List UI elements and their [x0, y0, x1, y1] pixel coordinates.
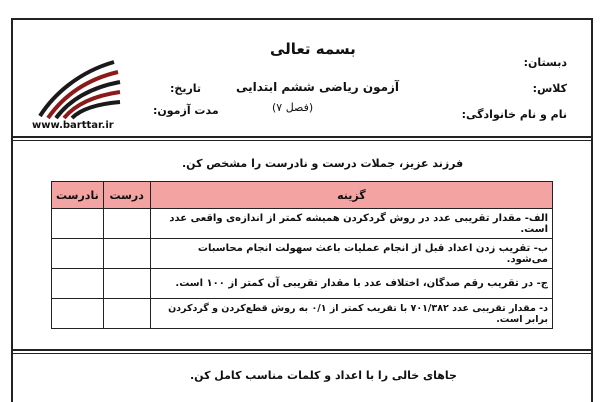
- date-label: تاریخ:: [170, 82, 202, 95]
- section1-instruction: فرزند عزیز، جملات درست و نادرست را مشخص کن.: [182, 157, 464, 170]
- school-label: دبستان:: [523, 56, 567, 69]
- true-false-table: [51, 181, 553, 329]
- barttar-logo: [34, 54, 124, 122]
- section-divider-thin: [11, 353, 593, 354]
- true-answer-cell[interactable]: [103, 299, 150, 329]
- class-label: کلاس:: [532, 82, 567, 95]
- header-divider: [11, 136, 593, 138]
- column-header-true: درست: [103, 182, 150, 209]
- bismillah-heading: بسمه تعالی: [270, 40, 356, 58]
- true-answer-cell[interactable]: [103, 239, 150, 269]
- student-name-label: نام و نام خانوادگی:: [461, 108, 567, 121]
- statement-text: د- مقدار تقریبی عدد ۷۰۱/۳۸۲ با تقریب کمتر از ۰/۱ به روش قطع‌کردن و گردکردن برابر است.: [150, 299, 552, 329]
- column-header-option: گزینه: [150, 182, 552, 209]
- exam-title: آزمون ریاضی ششم ابتدایی: [236, 80, 400, 94]
- section2-instruction: جاهای خالی را با اعداد و کلمات مناسب کامل کن.: [190, 369, 457, 382]
- duration-label: مدت آزمون:: [153, 104, 219, 117]
- statement-text: ب- تقریب زدن اعداد قبل از انجام عملیات باعث سهولت انجام محاسبات می‌شود.: [150, 239, 552, 269]
- column-header-false: نادرست: [52, 182, 104, 209]
- table-row: [52, 269, 553, 299]
- false-answer-cell[interactable]: [52, 209, 104, 239]
- true-answer-cell[interactable]: [103, 269, 150, 299]
- table-row: [52, 239, 553, 269]
- table-header-row: [52, 182, 553, 209]
- table-row: [52, 209, 553, 239]
- section-divider: [11, 349, 593, 351]
- false-answer-cell[interactable]: [52, 299, 104, 329]
- statement-text: ج- در تقریب رقم صدگان، اختلاف عدد با مقدار تقریبی آن کمتر از ۱۰۰ است.: [150, 269, 552, 299]
- header-divider-thin: [11, 140, 593, 141]
- website-link[interactable]: www.barttar.ir: [32, 120, 114, 131]
- false-answer-cell[interactable]: [52, 269, 104, 299]
- statement-text: الف- مقدار تقریبی عدد در روش گردکردن همیشه کمتر از اندازه‌ی واقعی عدد است.: [150, 209, 552, 239]
- chapter-label: (فصل ۷): [272, 101, 314, 114]
- false-answer-cell[interactable]: [52, 239, 104, 269]
- true-answer-cell[interactable]: [103, 209, 150, 239]
- table-row: [52, 299, 553, 329]
